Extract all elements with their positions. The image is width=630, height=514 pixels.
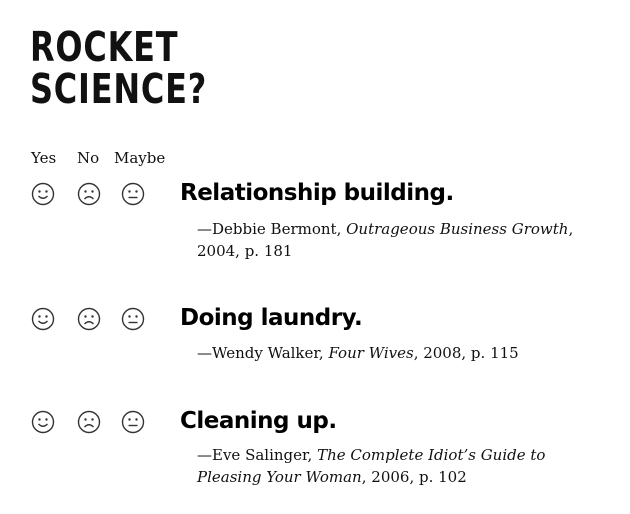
smiley-face-icon[interactable] — [31, 182, 55, 206]
page-title — [30, 23, 208, 113]
frowny-face-icon[interactable] — [77, 307, 101, 331]
citation-work: Outrageous Business Growth — [346, 220, 569, 238]
neutral-face-icon[interactable] — [121, 182, 145, 206]
smiley-face-icon[interactable] — [31, 307, 55, 331]
item-citation — [197, 342, 597, 364]
item-heading: Relationship building. — [180, 180, 454, 206]
title-line-2: SCIENCE? — [30, 65, 208, 113]
column-header-maybe: Maybe — [114, 149, 166, 167]
title-line-1: ROCKET — [30, 23, 179, 71]
citation-work: Four Wives — [328, 344, 414, 362]
column-header-yes: Yes — [31, 149, 57, 167]
neutral-face-icon[interactable] — [121, 410, 145, 434]
item-heading: Doing laundry. — [180, 305, 363, 331]
citation-details: , 2006, p. 102 — [361, 468, 467, 486]
citation-work: The Complete Idiot’s Guide to Pleasing Your Woman — [197, 446, 546, 486]
item-citation — [197, 444, 597, 488]
citation-author: —Eve Salinger, — [197, 446, 318, 464]
citation-details: , 2004, p. 181 — [197, 220, 574, 260]
smiley-face-icon[interactable] — [31, 410, 55, 434]
neutral-face-icon[interactable] — [121, 307, 145, 331]
citation-author: —Debbie Bermont, — [197, 220, 347, 238]
item-citation — [197, 218, 597, 262]
item-heading: Cleaning up. — [180, 408, 337, 434]
citation-author: —Wendy Walker, — [197, 344, 329, 362]
frowny-face-icon[interactable] — [77, 182, 101, 206]
column-header-no: No — [77, 149, 100, 167]
frowny-face-icon[interactable] — [77, 410, 101, 434]
citation-details: , 2008, p. 115 — [413, 344, 519, 362]
